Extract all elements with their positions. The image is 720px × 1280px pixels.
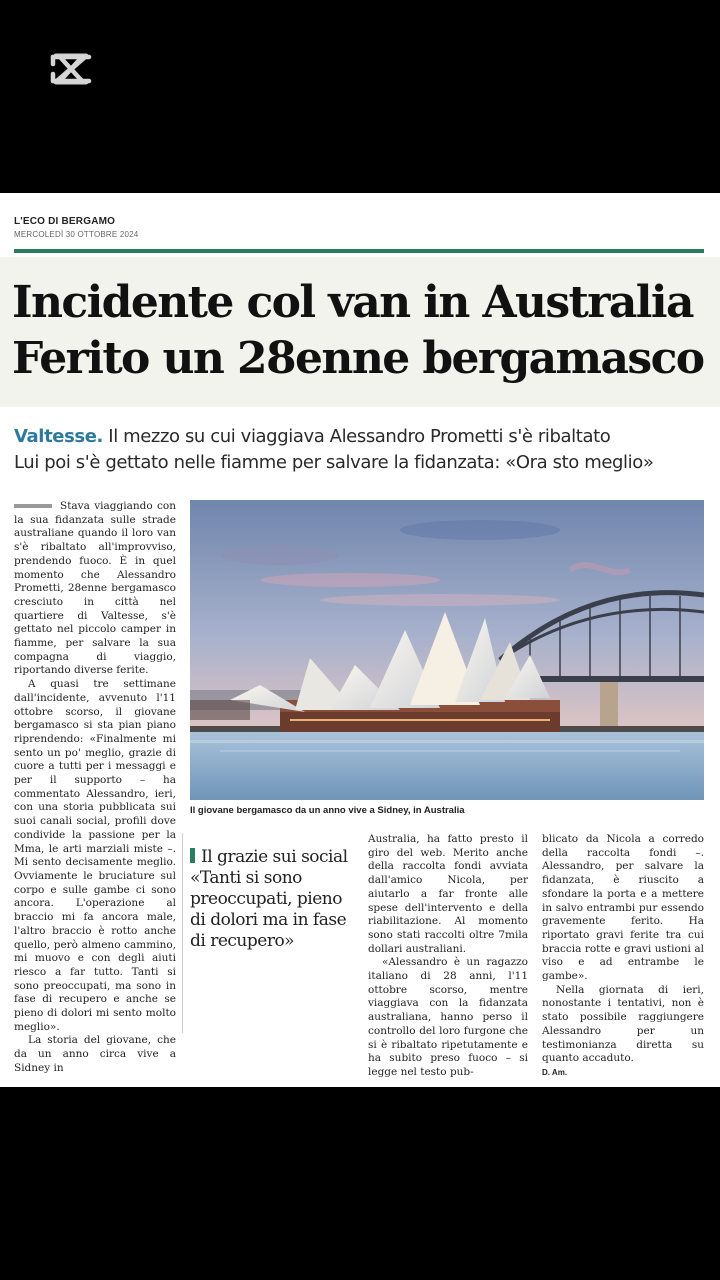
subhead-line-2: Lui poi s'è gettato nelle fiamme per salvare la fidanzata: «Ora sto meglio» [14, 452, 654, 473]
pullquote-bar [190, 848, 195, 863]
article-column-2 [368, 833, 528, 1080]
newspaper-page [0, 193, 720, 1087]
col2-paragraph-2: «Alessandro è un ragazzo italiano di 28 anni, l'11 ottobre scorso, mentre viaggiava con la fidanzata australiana, hanno perso il controllo del loro furgone che si è ribaltato ripetutamente e ha subito preso fuoco – si legge nel testo pub- [368, 956, 528, 1078]
col3-paragraph-1: blicato da Nicola a corredo della raccolta fondi –. Alessandro, per salvare la fidanzata, è riuscito a sfondare la porta e a mettere in salvo entrambi pur essendo gravemente ferito. Ha riportato gravi ferite tra cui braccia rotte e gravi ustioni al viso e ad entrambe le gambe». [542, 833, 704, 983]
subhead-line-1: Il mezzo su cui viaggiava Alessandro Prometti s'è ribaltato [108, 426, 611, 447]
letterbox-bottom [0, 1087, 720, 1280]
lead-dash [14, 504, 52, 508]
capcut-logo-icon [48, 50, 94, 88]
publication-date: MERCOLEDÌ 30 OTTOBRE 2024 [14, 230, 139, 239]
article-headline [12, 275, 712, 387]
col3-paragraph-2: Nella giornata di ieri, nonostante i tentativi, non è stato possibile raggiungere Alessandro per un testimonianza diretta su quanto accaduto. [542, 983, 704, 1065]
article-subheadline [14, 424, 714, 476]
col1-paragraph-3: La storia del giovane, che da un anno circa vive a Sidney in [14, 1034, 176, 1074]
sydney-opera-house-photo [190, 500, 704, 800]
col1-paragraph-1: Stava viaggiando con la sua fidanzata sulle strade australiane quando il loro van s'è ribaltato all'improvviso, prendendo fuoco. È in quel momento che Alessandro Prometti, 28enne bergamasco cresciuto in città nel quartiere di Valtesse, s'è gettato nel piccolo camper in fiamme, per salvare la sua compagna di viaggio, riportando diverse ferite. [14, 500, 176, 677]
col1-paragraph-2: A quasi tre settimane dall'incidente, avvenuto l'11 ottobre scorso, il giovane bergamasco si sta pian piano riprendendo: «Finalmente mi sento un po' meglio, grazie di cuore a tutti per i messaggi e per il supporto – ha commentato Alessandro, ieri, con una storia pubblicata sui suoi canali social, profili dove condivide la passione per la Mma, le arti marziali miste –. Mi sento decisamente meglio. Ovviamente le bruciature sul corpo e sulle gambe ci sono ancora. L'operazione al braccio mi fa ancora male, l'altro braccio è rotto anche quello, però almeno cammino, mi muovo e con degli aiuti riesco a far tutto. Tanti si sono preoccupati, ma sono in fase di recupero e anche se pieno di dolori mi sento molto meglio». [14, 678, 176, 1033]
article-byline: D. Am. [542, 1067, 568, 1077]
column-separator [182, 833, 183, 1033]
section-rule [14, 249, 704, 253]
pullquote-text: «Tanti si sono preoccupati, pieno di dolori ma in fase di recupero» [190, 868, 347, 951]
article-column-3 [542, 833, 704, 1080]
headline-line-1: Incidente col van in Australia [12, 277, 693, 328]
article-column-1 [14, 500, 176, 1076]
col2-paragraph-1: Australia, ha fatto presto il giro del web. Merito anche della raccolta fondi avviata dall'amico Nicola, per aiutarlo a far fronte alle spese dell'intervento e della riabilitazione. Al momento sono stati raccolti oltre 7mila dollari australiani. [368, 833, 528, 955]
newspaper-masthead: L'ECO DI BERGAMO [14, 216, 116, 227]
subhead-kicker: Valtesse. [14, 426, 103, 447]
headline-line-2: Ferito un 28enne bergamasco [12, 333, 704, 384]
photo-caption: Il giovane bergamasco da un anno vive a Sidney, in Australia [190, 805, 465, 816]
pull-quote [190, 847, 360, 952]
pullquote-title: Il grazie sui social [201, 847, 348, 867]
